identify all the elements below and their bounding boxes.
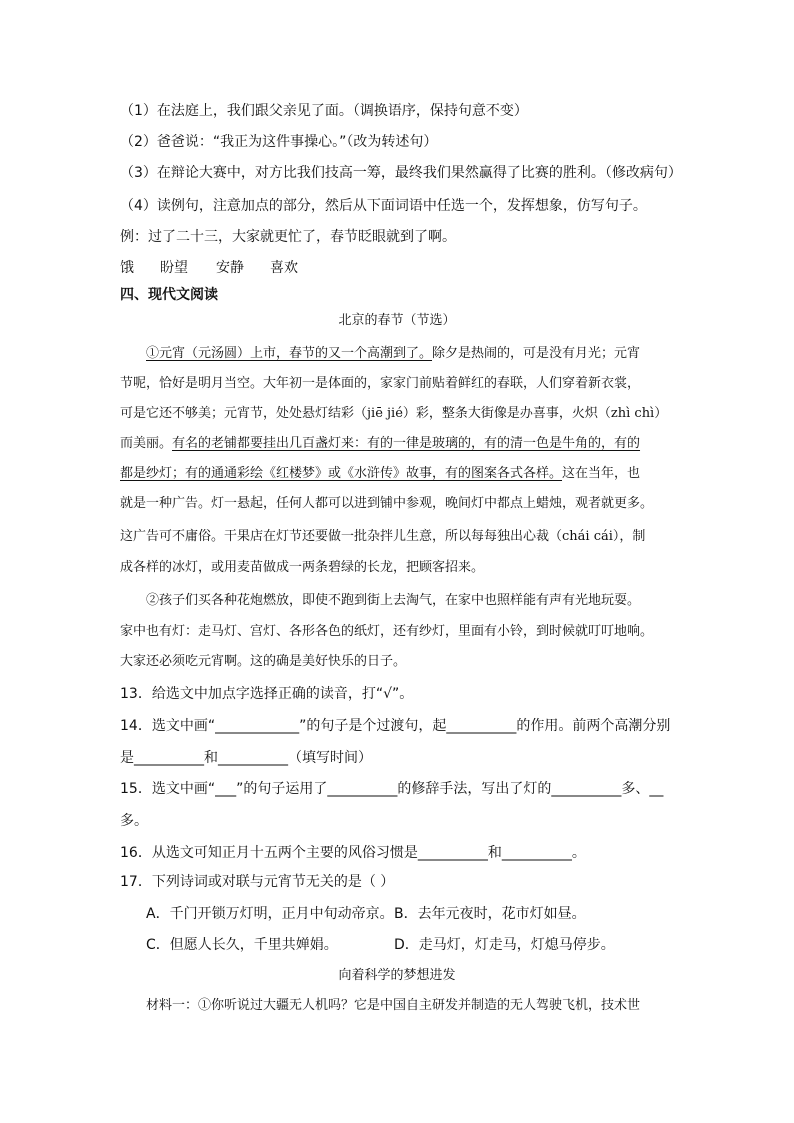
- passage-2-line: 材料一：①你听说过大疆无人机吗？它是中国自主研发并制造的无人驾驶飞机，技术世: [146, 998, 641, 1013]
- question-3-3: （3）在辩论大赛中，对方比我们技高一筹，最终我们果然赢得了比赛的胜利。（修改病句）: [120, 165, 682, 181]
- example-sentence: 例：过了二十三，大家就更忙了，春节眨眼就到了啊。: [120, 229, 456, 245]
- word-choice: 安静: [216, 260, 244, 276]
- question-13: 13．给选文中加点字选择正确的读音，打“√”。: [120, 686, 414, 702]
- passage-line: 就是一种广告。灯一悬起，任何人都可以进到铺中参观，晚间灯中都点上蜡烛，观者就更多。: [120, 496, 654, 511]
- question-17: 17．下列诗词或对联与元宵节无关的是（ ）: [120, 874, 395, 890]
- word-choice: 喜欢: [270, 260, 298, 276]
- passage-2-title: 向着科学的梦想进发: [338, 968, 456, 983]
- question-3-1: （1）在法庭上，我们跟父亲见了面。（调换语序，保持句意不变）: [120, 103, 528, 119]
- passage-text: 除夕是热闹的，可是没有月光；元宵: [432, 346, 641, 361]
- question-16: 16．从选文可知正月十五两个主要的风俗习惯是__________和__________。: [120, 845, 586, 861]
- word-choice: 盼望: [160, 260, 188, 276]
- question-14-cont: 是__________和__________（填写时间）: [120, 750, 372, 766]
- underlined-sentence: 有名的老铺都要挂出几百盏灯来：有的一律是玻璃的，有的清一色是牛角的，有的: [172, 436, 641, 451]
- option-a: A．千门开锁万灯明，正月中旬动帝京。: [146, 906, 394, 922]
- option-d: D．走马灯，灯走马，灯熄马停步。: [394, 937, 615, 953]
- passage-title: 北京的春节（节选）: [338, 313, 456, 328]
- passage-text: 而美丽。: [120, 436, 173, 451]
- question-3-2: （2）爸爸说：“我正为这件事操心。”（改为转述句）: [120, 134, 438, 150]
- passage-line: ②孩子们买各种花炮燃放，即使不跑到街上去淘气，在家中也照样能有声有光地玩耍。: [146, 593, 641, 608]
- word-choice: 饿: [120, 260, 134, 276]
- section-heading: 四、现代文阅读: [120, 287, 218, 303]
- passage-line: 成各样的冰灯，或用麦苗做成一两条碧绿的长龙，把顾客招来。: [120, 560, 485, 575]
- underlined-sentence: 都是纱灯；有的通通彩绘《红楼梦》或《水浒传》故事，有的图案各式各样。: [120, 466, 563, 481]
- option-b: B．去年元夜时，花市灯如昼。: [394, 906, 586, 922]
- question-15-cont: 多。: [120, 813, 148, 829]
- passage-text: 这在当年，也: [562, 466, 641, 481]
- question-15: 15．选文中画“___”的句子运用了__________的修辞手法，写出了灯的__________多、__: [120, 781, 664, 797]
- passage-line: 家中也有灯：走马灯、宫灯、各形各色的纸灯，还有纱灯，里面有小铃，到时候就叮叮地响。: [120, 624, 654, 639]
- question-3-4: （4）读例句，注意加点的部分，然后从下面词语中任选一个，发挥想象，仿写句子。: [120, 198, 647, 214]
- passage-line: 大家还必须吃元宵啊。这的确是美好快乐的日子。: [120, 654, 407, 669]
- underlined-sentence: ①元宵（元汤圆）上市，春节的又一个高潮到了。: [146, 346, 433, 361]
- question-14: 14．选文中画“____________”的句子是个过渡句，起__________的作用。前两个高潮分别: [120, 718, 671, 734]
- passage-line: 节呢，恰好是明月当空。大年初一是体面的，家家门前贴着鲜红的春联，人们穿着新衣裳，: [120, 376, 641, 391]
- option-c: C．但愿人长久，千里共婵娟。: [146, 937, 338, 953]
- passage-line: 这广告可不庸俗。干果店在灯节还要做一批杂拌儿生意，所以每每独出心裁（chái cái），制: [120, 529, 646, 544]
- passage-line: 可是它还不够美；元宵节，处处悬灯结彩（jiē jié）彩，整条大街像是办喜事，火炽（zhì chì）: [120, 406, 668, 421]
